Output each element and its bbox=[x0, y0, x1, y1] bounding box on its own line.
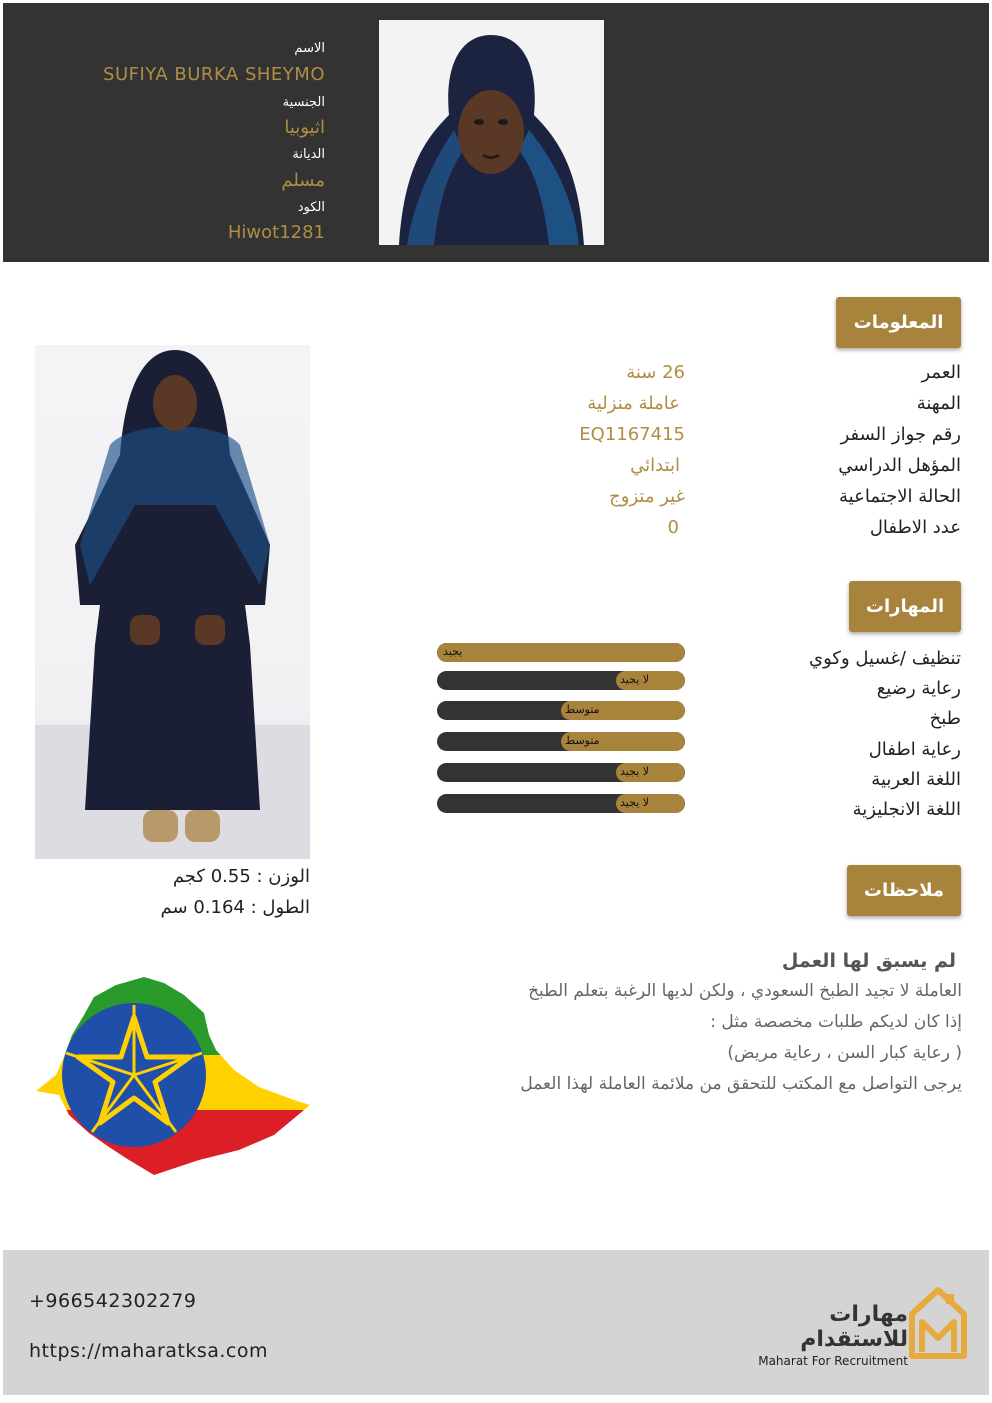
passport-label: رقم جواز السفر bbox=[840, 424, 961, 445]
skills-section-title: المهارات bbox=[849, 581, 961, 632]
ethiopia-flag-map bbox=[34, 975, 312, 1175]
skill-bar bbox=[437, 794, 685, 813]
skill-bar bbox=[437, 732, 685, 751]
children-value: 0 bbox=[667, 517, 679, 538]
skill-label-cleaning: تنظيف /غسيل وكوي bbox=[809, 648, 961, 669]
age-label: العمر bbox=[921, 362, 961, 383]
skill-label-cooking: طبخ bbox=[929, 708, 961, 729]
weight-text: الوزن : 0.55 كجم bbox=[172, 866, 310, 887]
skill-bar-level: يجيد bbox=[443, 645, 463, 658]
marital-status-label: الحالة الاجتماعية bbox=[839, 486, 961, 507]
profession-label: المهنة bbox=[916, 393, 961, 414]
footer-panel bbox=[3, 1250, 989, 1395]
nationality-label: الجنسية bbox=[282, 95, 325, 110]
skill-bar bbox=[437, 643, 685, 662]
passport-value: EQ1167415 bbox=[579, 424, 685, 445]
education-label: المؤهل الدراسي bbox=[838, 455, 961, 476]
notes-heading: لم يسبق لها العمل bbox=[781, 950, 956, 972]
code-label: الكود bbox=[297, 200, 325, 215]
skill-bar bbox=[437, 763, 685, 782]
name-label: الاسم bbox=[294, 41, 325, 56]
full-body-photo bbox=[35, 345, 310, 859]
skill-bar-level: متوسط bbox=[565, 734, 600, 747]
info-section-title: المعلومات bbox=[836, 297, 961, 348]
logo-arabic: مهارات للاستقدام bbox=[800, 1302, 908, 1352]
phone-text[interactable]: +966542302279 bbox=[29, 1290, 197, 1312]
note-line: العاملة لا تجيد الطبخ السعودي ، ولكن لديها الرغبة بتعلم الطبخ bbox=[528, 981, 962, 1001]
religion-label: الديانة bbox=[292, 147, 325, 162]
notes-section-title: ملاحظات bbox=[847, 865, 961, 916]
company-logo-text bbox=[743, 1302, 908, 1368]
skill-label-infant-care: رعاية رضيع bbox=[876, 678, 961, 699]
age-value: 26 سنة bbox=[626, 362, 685, 383]
skill-bar-level: متوسط bbox=[565, 703, 600, 716]
website-link[interactable]: https://maharatksa.com bbox=[29, 1340, 269, 1362]
nationality-value: اثيوبيا bbox=[284, 117, 325, 138]
skill-bar bbox=[437, 701, 685, 720]
portrait-photo bbox=[379, 20, 604, 245]
skill-bar-level: لا يجيد bbox=[620, 765, 650, 778]
marital-status-value: غير متزوج bbox=[609, 486, 685, 507]
religion-value: مسلم bbox=[281, 170, 325, 191]
skill-label-arabic: اللغة العربية bbox=[871, 769, 961, 790]
skill-bar-level: لا يجيد bbox=[620, 796, 650, 809]
height-text: الطول : 0.164 سم bbox=[160, 897, 310, 918]
full-body-illustration bbox=[35, 345, 310, 859]
profession-value: عاملة منزلية bbox=[587, 393, 680, 414]
skill-bar-level: لا يجيد bbox=[620, 673, 650, 686]
code-value: Hiwot1281 bbox=[227, 222, 325, 243]
education-value: ابتدائي bbox=[630, 455, 680, 476]
company-logo-icon bbox=[906, 1286, 970, 1360]
skill-label-english: اللغة الانجليزية bbox=[852, 799, 961, 820]
skill-label-child-care: رعاية اطفال bbox=[868, 739, 961, 760]
note-line: إذا كان لديكم طلبات مخصصة مثل : bbox=[710, 1012, 962, 1032]
note-line: ( رعاية كبار السن ، رعاية مريض) bbox=[727, 1043, 962, 1063]
children-label: عدد الاطفال bbox=[869, 517, 961, 538]
skill-bar bbox=[437, 671, 685, 690]
note-line: يرجى التواصل مع المكتب للتحقق من ملائمة العاملة لهذا العمل bbox=[520, 1074, 962, 1094]
name-value: SUFIYA BURKA SHEYMO bbox=[103, 64, 325, 85]
skill-bar-fill bbox=[437, 643, 685, 662]
logo-english: Maharat For Recruitment bbox=[758, 1354, 908, 1368]
portrait-illustration bbox=[379, 20, 604, 245]
